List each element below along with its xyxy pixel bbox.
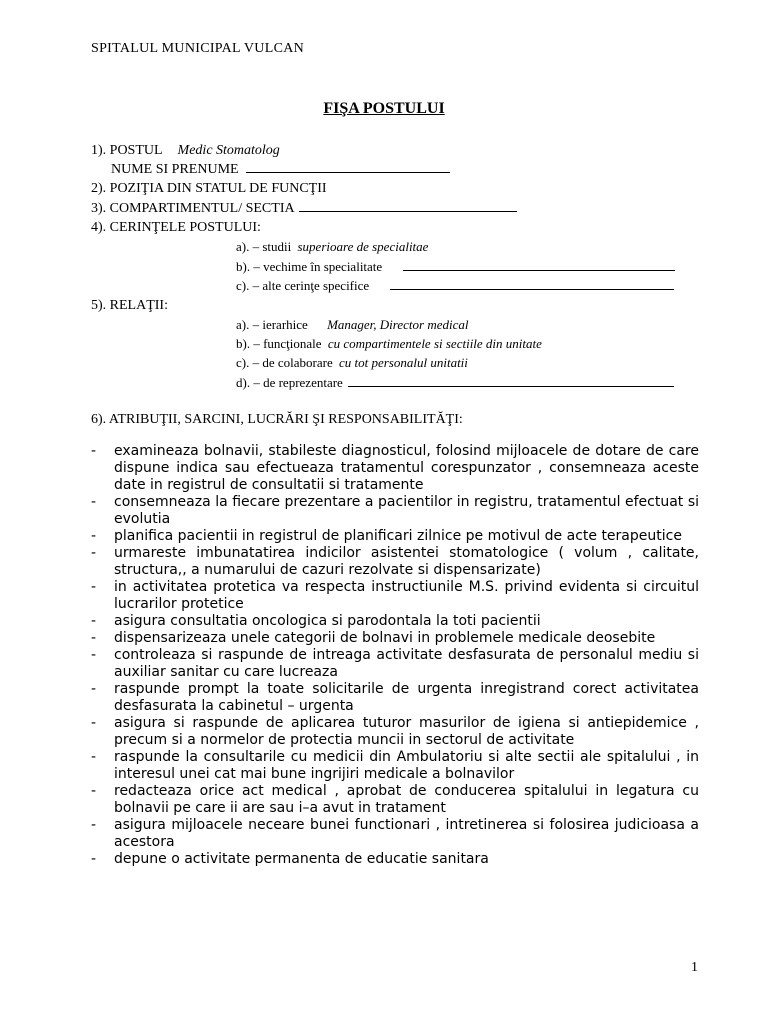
page-number: 1 [691, 960, 698, 975]
field-atributii: 6). ATRIBUŢII, SARCINI, LUCRĂRI ŞI RESPONSABILITĂŢI: [91, 412, 463, 427]
cerinta-b [236, 257, 675, 276]
list-item: - dispensarizeaza unele categorii de bolnavi in problemele medicale deosebite [91, 630, 656, 646]
document-title: FIŞA POSTULUI [323, 100, 445, 117]
field-pozitia: 2). POZIŢIA DIN STATUL DE FUNCŢII [91, 181, 327, 196]
relatie-d-blank-line [348, 374, 674, 387]
relatie-a-value: Manager, Director medical [327, 317, 469, 332]
list-item: - depune o activitate permanenta de educatie sanitara [91, 851, 489, 867]
list-item: - planifica pacientii in registrul de planificari zilnice pe motivul de acte terapeutice [91, 528, 682, 544]
list-item: - urmareste imbunatatirea indicilor asistentei stomatologice ( volum , calitate, structura,, a numarului de cazuri rezolvate si dispensarizate) [91, 545, 699, 578]
cerinta-c-blank-line [390, 277, 674, 290]
postul-label: 1). POSTUL [91, 143, 163, 158]
list-item: - controleaza si raspunde de intreaga activitate desfasurata de personalul mediu si auxiliar sanitar cu care lucreaza [91, 647, 699, 680]
cerinta-a-label: a). – studii [236, 239, 292, 254]
relatie-b [236, 334, 542, 353]
list-item: - examineaza bolnavii, stabileste diagnosticul, folosind mijloacele de dotare de care dispune indica sau efectueaza tratamentul corespunzator , consemneaza aceste date in registrul de consultatii si tratamente [91, 443, 699, 493]
hospital-header: SPITALUL MUNICIPAL VULCAN [91, 41, 305, 56]
list-item: - asigura si raspunde de aplicarea tuturor masurilor de igiena si antiepidemice , precum si a normelor de protectia muncii in sectorul de activitate [91, 715, 699, 748]
cerinta-a-value: superioare de specialitae [297, 239, 429, 254]
relatie-a [236, 315, 468, 334]
field-nume [111, 160, 450, 179]
compartiment-blank-line [299, 199, 517, 212]
atributii-list [91, 443, 699, 868]
list-item: - in activitatea protetica va respecta instructiunile M.S. privind evidenta si circuitul lucrarilor protetice [91, 579, 699, 612]
field-postul [91, 141, 280, 160]
compartiment-label: 3). COMPARTIMENTUL/ SECTIA [91, 201, 294, 216]
cerinta-b-blank-line [403, 258, 675, 271]
cerinta-b-label: b). – vechime în specialitate [236, 259, 383, 274]
relatie-b-value: cu compartimentele si sectiile din unitate [327, 336, 542, 351]
relatie-c-value: cu tot personalul unitatii [338, 355, 468, 370]
list-item: - consemneaza la fiecare prezentare a pacientilor in registru, tratamentul efectuat si evolutia [91, 494, 699, 527]
postul-value: Medic Stomatolog [177, 143, 280, 158]
field-relatii: 5). RELAŢII: [91, 298, 168, 313]
list-item: - raspunde prompt la toate solicitarile de urgenta inregistrand corect activitatea desfasurata la cabinetul – urgenta [91, 681, 699, 714]
relatie-c [236, 353, 468, 372]
relatie-a-label: a). – ierarhice [236, 317, 308, 332]
relatie-c-label: c). – de colaborare [236, 355, 333, 370]
list-item: - raspunde la consultarile cu medicii din Ambulatoriu si alte sectii ale spitalului , in interesul unei cat mai bune ingrijiri medicale a bolnavilor [91, 749, 699, 782]
field-cerinte: 4). CERINŢELE POSTULUI: [91, 220, 261, 235]
cerinta-c [236, 276, 674, 295]
list-item: - asigura mijloacele neceare bunei functionari , intretinerea si folosirea judicioasa a acestora [91, 817, 699, 850]
relatie-b-label: b). – funcţionale [236, 336, 322, 351]
nume-label: NUME SI PRENUME [111, 162, 239, 177]
relatie-d [236, 373, 674, 392]
relatie-d-label: d). – de reprezentare [236, 375, 343, 390]
nume-blank-line [246, 160, 450, 173]
cerinta-a [236, 237, 428, 256]
list-item: - asigura consultatia oncologica si parodontala la toti pacientii [91, 613, 541, 629]
field-compartiment [91, 199, 517, 218]
cerinta-c-label: c). – alte cerinţe specifice [236, 278, 370, 293]
list-item: - redacteaza orice act medical , aprobat de conducerea spitalului in legatura cu bolnavii pe care ii are sau i–a avut in tratament [91, 783, 699, 816]
